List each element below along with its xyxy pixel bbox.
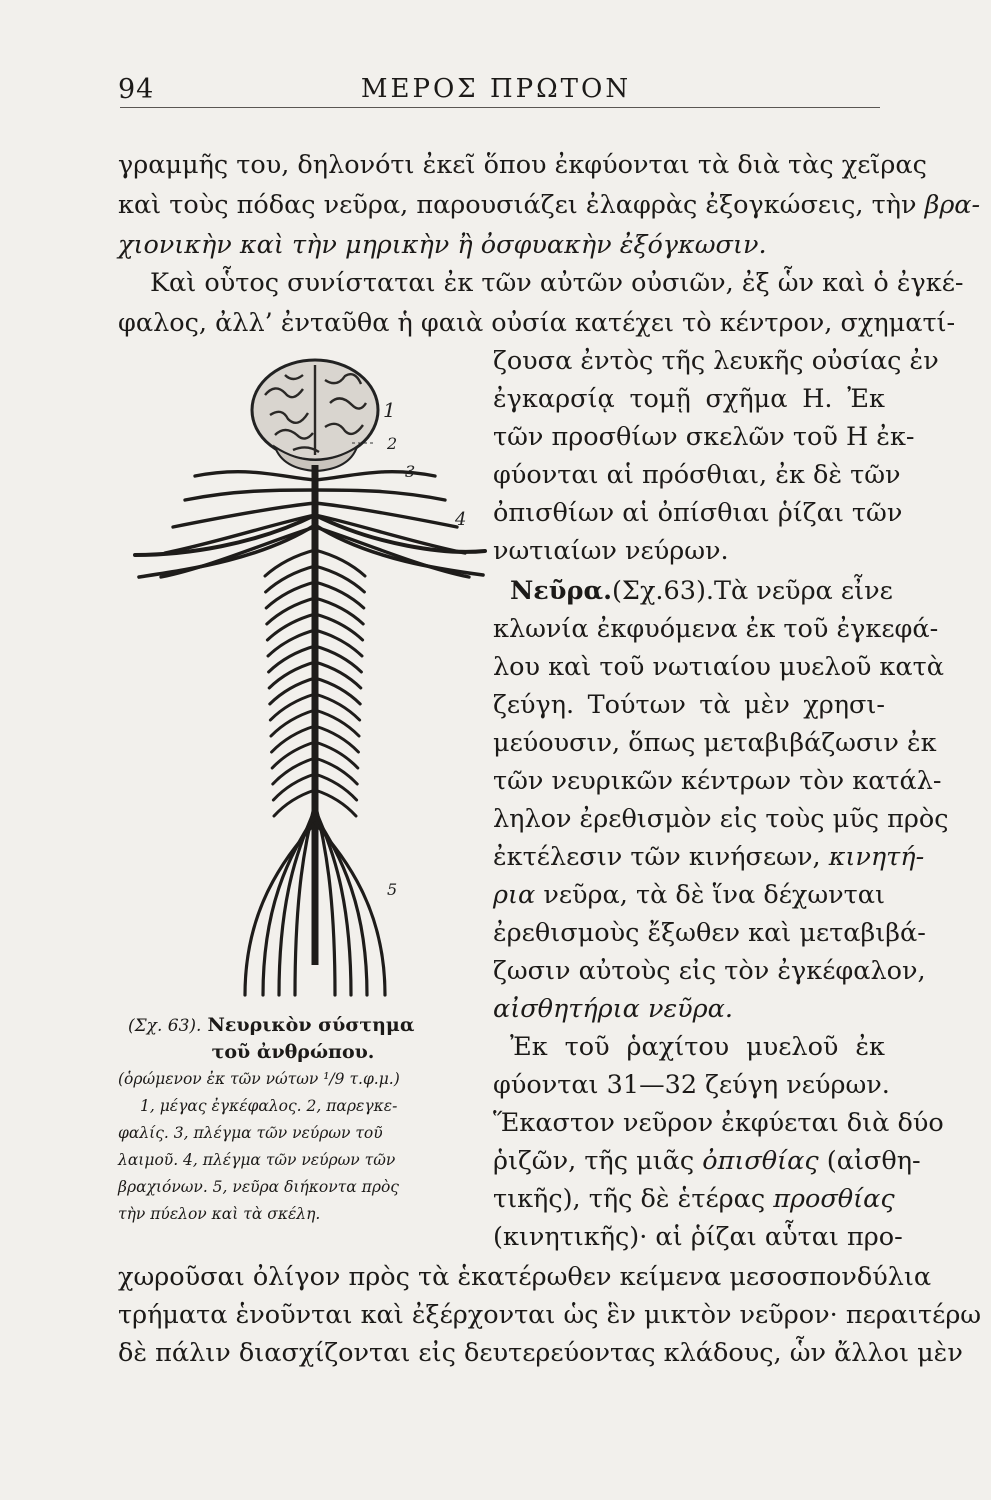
text-line: φύονται αἱ πρόσθιαι, ἐκ δὲ τῶν	[493, 460, 901, 490]
text-line: τῶν νευρικῶν κέντρων τὸν κατάλ-	[493, 766, 942, 796]
text-line: τῶν προσθίων σκελῶν τοῦ Η ἐκ-	[493, 422, 915, 452]
nervous-system-illustration	[125, 355, 490, 1015]
caption-line: βραχιόνων. 5, νεῦρα διήκοντα πρὸς	[118, 1178, 399, 1196]
section-heading: Νεῦρα.	[510, 576, 612, 606]
text-line: ληλον ἐρεθισμὸν εἰς τοὺς μῦς πρὸς	[493, 804, 949, 834]
caption-line: λαιμοῦ. 4, πλέγμα τῶν νεύρων τῶν	[118, 1151, 396, 1169]
running-title: ΜΕΡΟΣ ΠΡΩΤΟΝ	[360, 74, 632, 104]
caption-title-a: Νευρικὸν σύστημα	[207, 1014, 415, 1036]
text-line: ἐγκαρσίᾳ τομῇ σχῆμα Η. Ἐκ	[493, 384, 885, 414]
text-line: Ἕκαστον νεῦρον ἐκφύεται διὰ δύο	[493, 1108, 944, 1138]
text-line: ζουσα ἐντὸς τῆς λευκῆς οὐσίας ἐν	[493, 346, 939, 376]
text-line: ἐρεθισμοὺς ἔξωθεν καὶ μεταβιβά-	[493, 918, 926, 948]
caption-ref: (Σχ. 63).	[128, 1016, 202, 1036]
text-line: φύονται 31—32 ζεύγη νεύρων.	[493, 1070, 890, 1100]
text-line: (κινητικῆς)· αἱ ῥίζαι αὗται προ-	[493, 1222, 903, 1252]
figure-label-3: 3	[405, 462, 416, 481]
figure-label-1: 1	[383, 398, 396, 422]
text-line: ἐκτέλεσιν τῶν κινήσεων, κινητή-	[493, 842, 925, 872]
text-line: Ἐκ τοῦ ῥαχίτου μυελοῦ ἐκ	[510, 1032, 885, 1062]
page-number: 94	[118, 74, 155, 105]
figure-label-5: 5	[387, 880, 398, 899]
text-line: δὲ πάλιν διασχίζονται εἰς δευτερεύοντας κλάδους, ὧν ἄλλοι μὲν	[118, 1338, 963, 1368]
nerve-branch	[195, 472, 315, 480]
text-line: λου καὶ τοῦ νωτιαίου μυελοῦ κατὰ	[493, 652, 944, 682]
caption-title-b: τοῦ ἀνθρώπου.	[211, 1041, 375, 1063]
page-header	[112, 70, 880, 110]
text-line: φαλος, ἀλλ’ ἐνταῦθα ἡ φαιὰ οὐσία κατέχει τὸ κέντρον, σχηματί-	[118, 308, 956, 338]
text-line: αἰσθητήρια νεῦρα.	[493, 994, 733, 1024]
text-line: Καὶ οὗτος συνίσταται ἐκ τῶν αὐτῶν οὐσιῶν, ἐξ ὧν καὶ ὁ ἐγκέ-	[150, 268, 964, 298]
text-line: γραμμῆς του, δηλονότι ἐκεῖ ὅπου ἐκφύονται τὰ διὰ τὰς χεῖρας	[118, 150, 927, 180]
nerve-branch	[185, 490, 315, 500]
header-rule	[120, 107, 880, 108]
caption-line: φαλίς. 3, πλέγμα τῶν νεύρων τοῦ	[118, 1124, 383, 1142]
caption-line: τὴν πύελον καὶ τὰ σκέλη.	[118, 1205, 321, 1223]
text-line: καὶ τοὺς πόδας νεῦρα, παρουσιάζει ἐλαφρὰς ἐξογκώσεις, τὴν βρα-	[118, 190, 981, 220]
section-heading-line: Νεῦρα.(Σχ.63).Τὰ νεῦρα εἶνε	[510, 576, 893, 606]
nerve-branch	[315, 490, 445, 500]
figure-caption-title	[128, 1012, 478, 1065]
spinal-nerves	[135, 472, 485, 995]
text-line: ζεύγη. Τούτων τὰ μὲν χρησι-	[493, 690, 885, 720]
nerve-branch	[315, 550, 365, 576]
text-line: νωτιαίων νεύρων.	[493, 536, 729, 566]
text-line: ζωσιν αὐτοὺς εἰς τὸν ἐγκέφαλον,	[493, 956, 926, 986]
text-line: μεύουσιν, ὅπως μεταβιβάζωσιν ἐκ	[493, 728, 937, 758]
text-line: χιονικὴν καὶ τὴν μηρικὴν ἢ ὀσφυακὴν ἐξόγκωσιν.	[118, 230, 767, 260]
nerve-branch	[139, 525, 315, 577]
text-line: ρια νεῦρα, τὰ δὲ ἵνα δέχωνται	[493, 880, 886, 910]
figure-label-2: 2	[387, 434, 398, 453]
nerve-branch	[265, 550, 315, 576]
text-line: χωροῦσαι ὀλίγον πρὸς τὰ ἑκατέρωθεν κείμενα μεσοσπονδύλια	[118, 1262, 932, 1292]
text-line: τρήματα ἑνοῦνται καὶ ἐξέρχονται ὡς ἓν μικτὸν νεῦρον· περαιτέρω	[118, 1300, 982, 1330]
text-line: τικῆς), τῆς δὲ ἑτέρας προσθίας	[493, 1184, 895, 1214]
text-line: ῥιζῶν, τῆς μιᾶς ὀπισθίας (αἰσθη-	[493, 1146, 921, 1176]
caption-line: 1, μέγας ἐγκέφαλος. 2, παρεγκε-	[140, 1097, 398, 1115]
caption-line: (ὁρώμενον ἐκ τῶν νώτων ¹/9 τ.φ.μ.)	[118, 1070, 400, 1088]
nervous-system-figure	[125, 355, 490, 1015]
figure-label-4: 4	[455, 509, 467, 530]
nerve-branch	[315, 472, 435, 480]
text-line: ὀπισθίων αἱ ὀπίσθιαι ῥίζαι τῶν	[493, 498, 903, 528]
text-line: κλωνία ἐκφυόμενα ἐκ τοῦ ἐγκεφά-	[493, 614, 939, 644]
